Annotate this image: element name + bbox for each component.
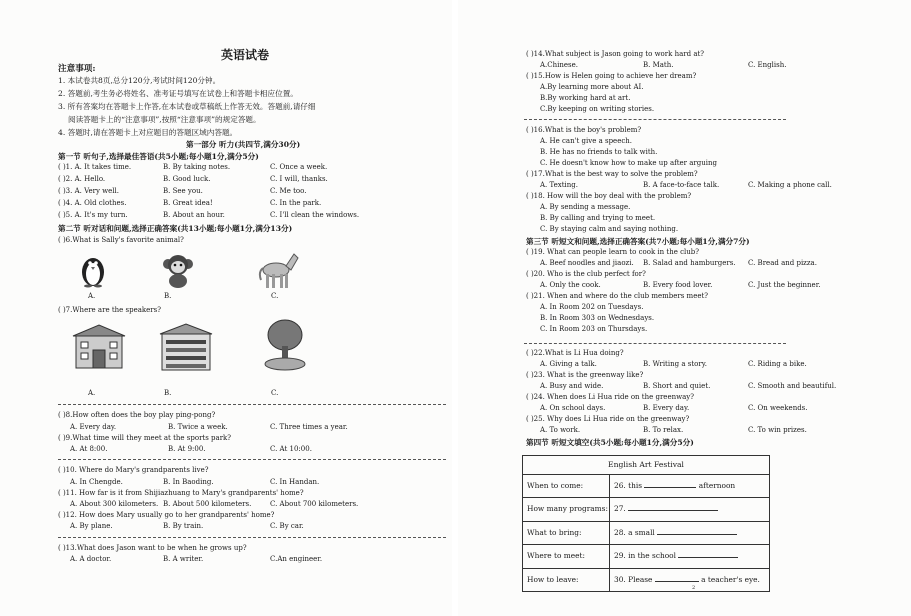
question: ( )25. Why does Li Hua ride on the greenway?	[526, 415, 690, 423]
question: ( )15.How is Helen going to achieve her dream?	[526, 72, 697, 80]
row-label: How many programs:	[523, 498, 610, 520]
option: B. Short and quiet.	[643, 382, 711, 390]
option: A. Giving a talk.	[540, 360, 597, 368]
question: ( )6.What is Sally's favorite animal?	[58, 236, 184, 244]
option: B. A writer.	[163, 555, 204, 563]
row-answer[interactable]: 30. Please a teacher's eye.	[614, 574, 760, 584]
question: ( )19. What can people learn to cook in the club?	[526, 248, 699, 256]
option: C. At 10:00.	[270, 445, 312, 453]
answer-blank[interactable]	[628, 502, 718, 511]
question: ( )12. How does Mary usually go to her grandparents' home?	[58, 511, 275, 519]
option: A. Texting.	[540, 181, 578, 189]
penguin-icon	[78, 252, 108, 288]
divider	[524, 343, 786, 344]
option: B. In Baoding.	[163, 478, 214, 486]
table-row	[523, 498, 769, 521]
row-label: How to leave:	[523, 569, 610, 591]
option-label: B.	[164, 389, 172, 397]
option: A. Beef noodles and jiaozi.	[540, 259, 634, 267]
option: C. Once a week.	[270, 163, 328, 171]
question: ( )5. A. It's my turn.	[58, 211, 128, 219]
answer-blank[interactable]	[644, 479, 696, 488]
question: ( )11. How far is it from Shijiazhuang to Mary's grandparents' home?	[58, 489, 304, 497]
option: B. Twice a week.	[168, 423, 228, 431]
option: A. To work.	[540, 426, 581, 434]
option-label: B.	[164, 292, 172, 300]
art-festival-table	[522, 455, 770, 592]
option: A.By learning more about AI.	[540, 83, 644, 91]
option: C. On weekends.	[748, 404, 808, 412]
divider	[524, 119, 786, 120]
option: A. Busy and wide.	[540, 382, 604, 390]
question: ( )16.What is the boy's problem?	[526, 126, 642, 134]
notice-line: 阅读答题卡上的“注意事项”,按照“注意事项”的规定答题。	[68, 115, 261, 124]
answer-blank[interactable]	[655, 573, 699, 582]
table-row	[523, 545, 769, 568]
table-row	[523, 569, 769, 591]
option: C. Bread and pizza.	[748, 259, 817, 267]
question: ( )7.Where are the speakers?	[58, 306, 161, 314]
question: ( )1. A. It takes time.	[58, 163, 132, 171]
question: ( )4. A. Old clothes.	[58, 199, 127, 207]
option: B. Good luck.	[163, 175, 211, 183]
option-label: C.	[271, 292, 279, 300]
option: A. Only the cook.	[540, 281, 601, 289]
park-tree-icon	[262, 318, 308, 372]
option: C.An engineer.	[270, 555, 323, 563]
option: C. He doesn't know how to make up after arguing	[540, 159, 717, 167]
row-answer[interactable]: 29. in the school	[610, 545, 738, 567]
option: A. In Room 202 on Tuesdays.	[540, 303, 644, 311]
row-label: When to come:	[523, 475, 610, 497]
option: A. By sending a message.	[540, 203, 631, 211]
section-title: 第三节 听短文和问题,选择正确答案(共7小题;每小题1分,满分7分)	[526, 237, 750, 246]
question: ( )9.What time will they meet at the sports park?	[58, 434, 232, 442]
option: A. By plane.	[70, 522, 113, 530]
option: B. About an hour.	[163, 211, 225, 219]
option-label: A.	[88, 292, 96, 300]
option: A. In Chengde.	[70, 478, 123, 486]
option: B. About 500 kilometers.	[163, 500, 252, 508]
option: C. Smooth and beautiful.	[748, 382, 837, 390]
answer-blank[interactable]	[657, 526, 737, 535]
option: C. Three times a year.	[270, 423, 348, 431]
question: ( )10. Where do Mary's grandparents live?	[58, 466, 209, 474]
question: ( )13.What does Jason want to be when he grows up?	[58, 544, 247, 552]
row-answer[interactable]: 28. a small	[610, 522, 737, 544]
table-row	[523, 475, 769, 498]
option: C. In the park.	[270, 199, 322, 207]
page-number: 2	[692, 585, 696, 591]
notice-line: 2. 答题前,考生务必将姓名、准考证号填写在试卷上和答题卡相应位置。	[58, 89, 298, 98]
option: B. He has no friends to talk with.	[540, 148, 658, 156]
option: B. See you.	[163, 187, 203, 195]
option-label: A.	[88, 389, 96, 397]
option: B. Every food lover.	[643, 281, 713, 289]
option: C. In Room 203 on Thursdays.	[540, 325, 648, 333]
monkey-icon	[160, 252, 196, 288]
row-label: What to bring:	[523, 522, 610, 544]
option: B. Great idea!	[163, 199, 213, 207]
option: A. About 300 kilometers.	[70, 500, 159, 508]
notice-title: 注意事项:	[58, 64, 96, 74]
part-title: 第一部分 听力(共四节,满分30分)	[186, 140, 301, 149]
option: C. Riding a bike.	[748, 360, 807, 368]
section-title: 第二节 听对话和问题,选择正确答案(共13小题;每小题1分,满分13分)	[58, 224, 293, 233]
divider	[58, 404, 446, 405]
divider	[58, 537, 446, 538]
option: B. In Room 303 on Wednesdays.	[540, 314, 655, 322]
option: A. At 8:00.	[70, 445, 108, 453]
question: ( )24. When does Li Hua ride on the greenway?	[526, 393, 694, 401]
answer-blank[interactable]	[678, 549, 738, 558]
option: C. I'll clean the windows.	[270, 211, 360, 219]
question: ( )18. How will the boy deal with the problem?	[526, 192, 692, 200]
option: C. By car.	[270, 522, 304, 530]
option: B. By taking notes.	[163, 163, 231, 171]
question: ( )21. When and where do the club members meet?	[526, 292, 709, 300]
option: C. By staying calm and saying nothing.	[540, 225, 679, 233]
option: C.By keeping on writing stories.	[540, 105, 655, 113]
option: B. At 9:00.	[168, 445, 206, 453]
question: ( )8.How often does the boy play ping-pong?	[58, 411, 216, 419]
option: B. By train.	[163, 522, 204, 530]
option: B. To relax.	[643, 426, 684, 434]
option: B. A face-to-face talk.	[643, 181, 720, 189]
section-title: 第一节 听句子,选择最佳答语(共5小题;每小题1分,满分5分)	[58, 152, 259, 161]
question: ( )22.What is Li Hua doing?	[526, 349, 624, 357]
table-row	[523, 522, 769, 545]
horse-icon	[258, 250, 300, 290]
notice-line: 1. 本试卷共8页,总分120分,考试时间120分钟。	[58, 76, 221, 85]
option: A. On school days.	[540, 404, 606, 412]
question: ( )2. A. Hello.	[58, 175, 106, 183]
notice-line: 4. 答题时,请在答题卡上对应题目的答题区域内答题。	[58, 128, 238, 137]
option: C. To win prizes.	[748, 426, 807, 434]
option-label: C.	[271, 389, 279, 397]
option: C. About 700 kilometers.	[270, 500, 359, 508]
question: ( )14.What subject is Jason going to work hard at?	[526, 50, 705, 58]
bookshop-icon	[158, 322, 214, 372]
question: ( )20. Who is the club perfect for?	[526, 270, 646, 278]
option: C. English.	[748, 61, 787, 69]
option: C. Just the beginner.	[748, 281, 821, 289]
question: ( )23. What is the greenway like?	[526, 371, 644, 379]
option: C. Me too.	[270, 187, 307, 195]
option: B. Salad and hamburgers.	[643, 259, 736, 267]
section-title: 第四节 听短文填空(共5小题;每小题1分,满分5分)	[526, 438, 694, 447]
option: B. Writing a story.	[643, 360, 707, 368]
option: C. In Handan.	[270, 478, 320, 486]
option: B. By calling and trying to meet.	[540, 214, 656, 222]
option: A. A doctor.	[70, 555, 112, 563]
row-label: Where to meet:	[523, 545, 610, 567]
option: C. I will, thanks.	[270, 175, 328, 183]
question: ( )17.What is the best way to solve the problem?	[526, 170, 698, 178]
option: B. Math.	[643, 61, 674, 69]
school-building-icon	[70, 322, 128, 370]
option: A. Every day.	[70, 423, 117, 431]
option: C. Making a phone call.	[748, 181, 832, 189]
option: B.By working hard at art.	[540, 94, 631, 102]
option: A.Chinese.	[540, 61, 578, 69]
table-header: English Art Festival	[523, 456, 769, 475]
question: ( )3. A. Very well.	[58, 187, 120, 195]
paper-title: 英语试卷	[221, 48, 270, 62]
option: B. Every day.	[643, 404, 690, 412]
row-answer[interactable]: 27.	[610, 498, 718, 520]
option: A. He can't give a speech.	[540, 137, 632, 145]
divider	[58, 459, 446, 460]
row-answer[interactable]: 26. this afternoon	[614, 481, 736, 490]
notice-line: 3. 所有答案均在答题卡上作答,在本试卷或草稿纸上作答无效。答题前,请仔细	[58, 102, 316, 111]
